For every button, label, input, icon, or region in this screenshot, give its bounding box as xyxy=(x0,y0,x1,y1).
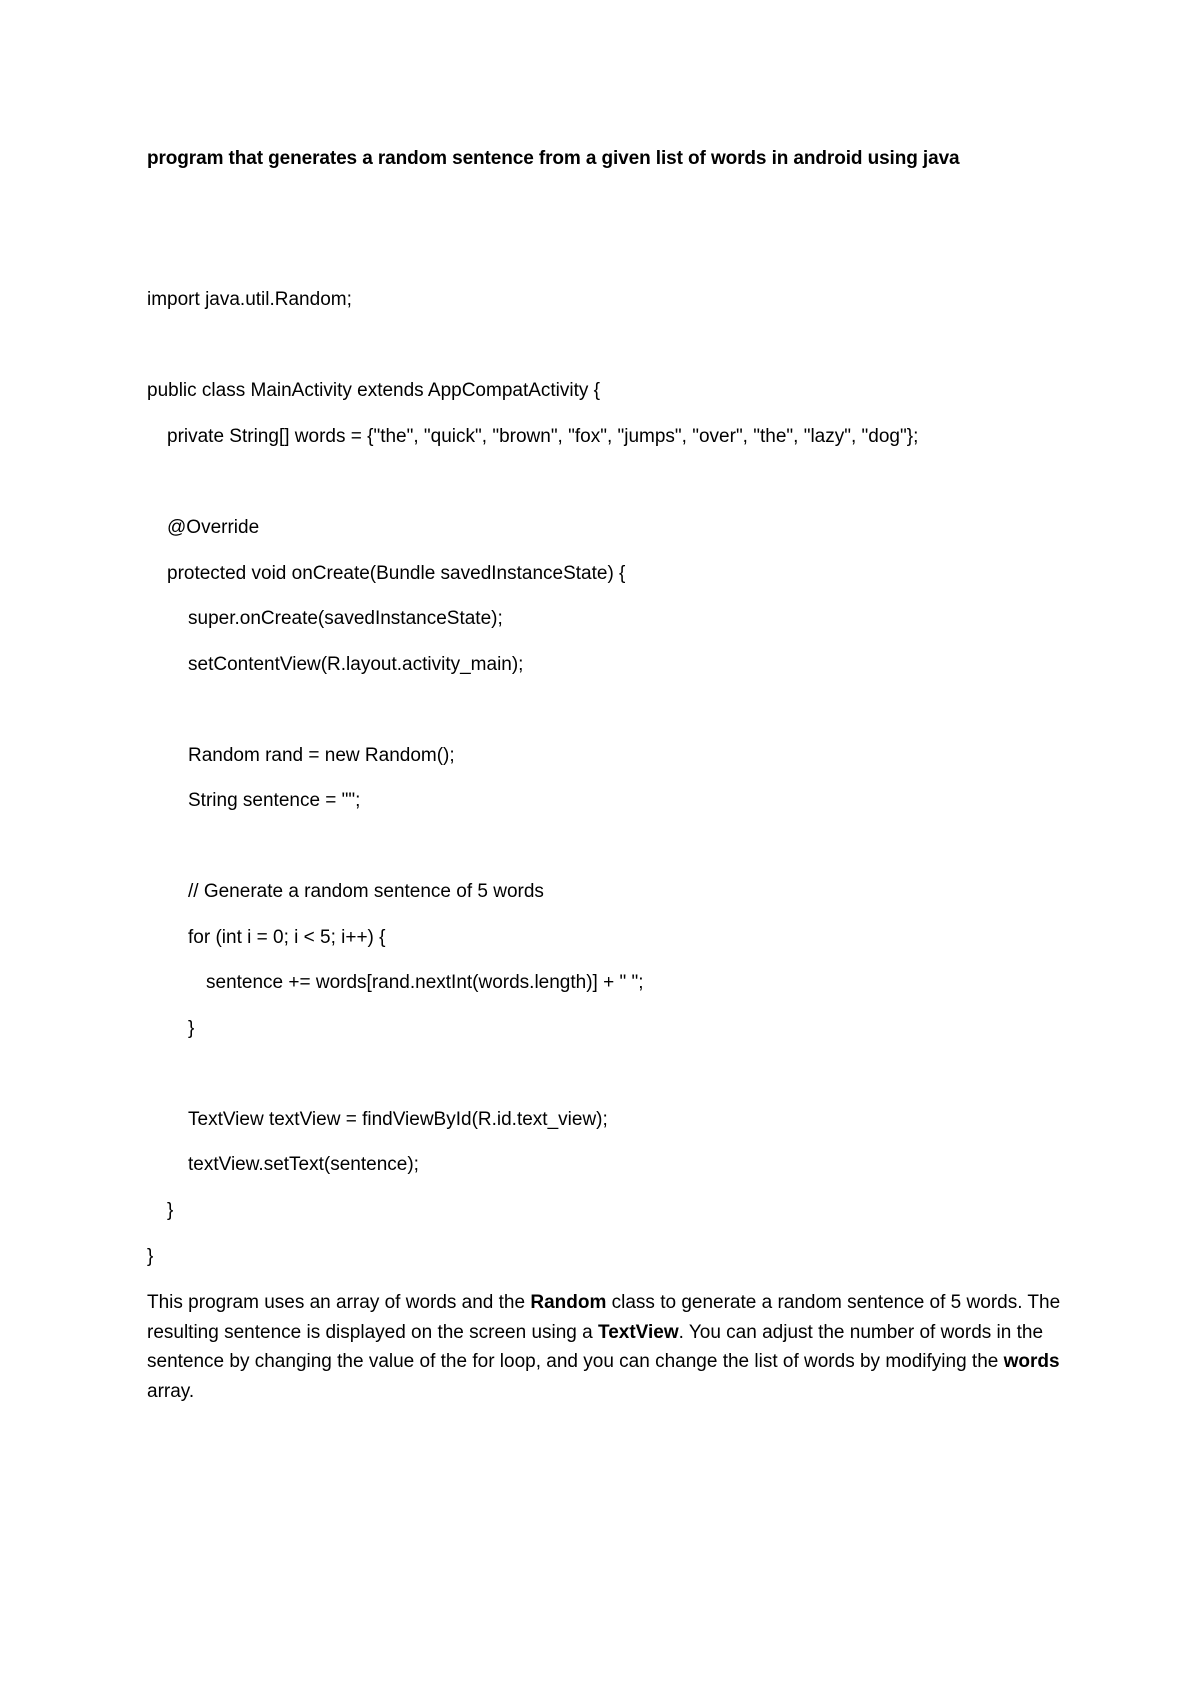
document-title: program that generates a random sentence from a given list of words in android using java xyxy=(147,148,960,169)
code-line-super-oncreate: super.onCreate(savedInstanceState); xyxy=(188,608,503,629)
code-line-close-for: } xyxy=(188,1018,195,1039)
code-line-override: @Override xyxy=(167,517,260,538)
code-line-set-content-view: setContentView(R.layout.activity_main); xyxy=(188,654,524,675)
code-line-textview: TextView textView = findViewById(R.id.text_view); xyxy=(188,1109,608,1130)
code-line-comment: // Generate a random sentence of 5 words xyxy=(188,881,544,902)
code-line-for-loop: for (int i = 0; i < 5; i++) { xyxy=(188,927,386,948)
explanation-text: . You can adjust the number of words in the sentence by changing the value of the for loop, and you can change the list of words by modifying the xyxy=(147,1321,1044,1372)
code-line-close-method: } xyxy=(167,1200,174,1221)
explanation-text: class to generate a random sentence of 5 words. The resulting sentence is displayed on the screen using a xyxy=(147,1292,1061,1343)
explanation-bold-textview: TextView xyxy=(598,1321,679,1343)
code-line-oncreate: protected void onCreate(Bundle savedInstanceState) { xyxy=(167,563,626,584)
code-line-string-sentence: String sentence = ""; xyxy=(188,790,361,811)
explanation-paragraph xyxy=(147,1288,1067,1406)
code-line-import: import java.util.Random; xyxy=(147,289,352,310)
explanation-text: array. xyxy=(147,1380,195,1402)
code-line-class-declaration: public class MainActivity extends AppCompatActivity { xyxy=(147,380,601,401)
explanation-bold-random: Random xyxy=(530,1292,607,1313)
code-line-words-array: private String[] words = {"the", "quick", "brown", "fox", "jumps", "over", "the", "lazy", "dog"}; xyxy=(167,426,919,447)
explanation-text: This program uses an array of words and the xyxy=(147,1292,531,1313)
code-line-sentence-append: sentence += words[rand.nextInt(words.length)] + " "; xyxy=(206,972,644,993)
explanation-bold-words: words xyxy=(1003,1351,1060,1372)
code-line-close-class: } xyxy=(147,1246,154,1267)
code-line-set-text: textView.setText(sentence); xyxy=(188,1154,419,1175)
code-line-random-rand: Random rand = new Random(); xyxy=(188,745,455,766)
